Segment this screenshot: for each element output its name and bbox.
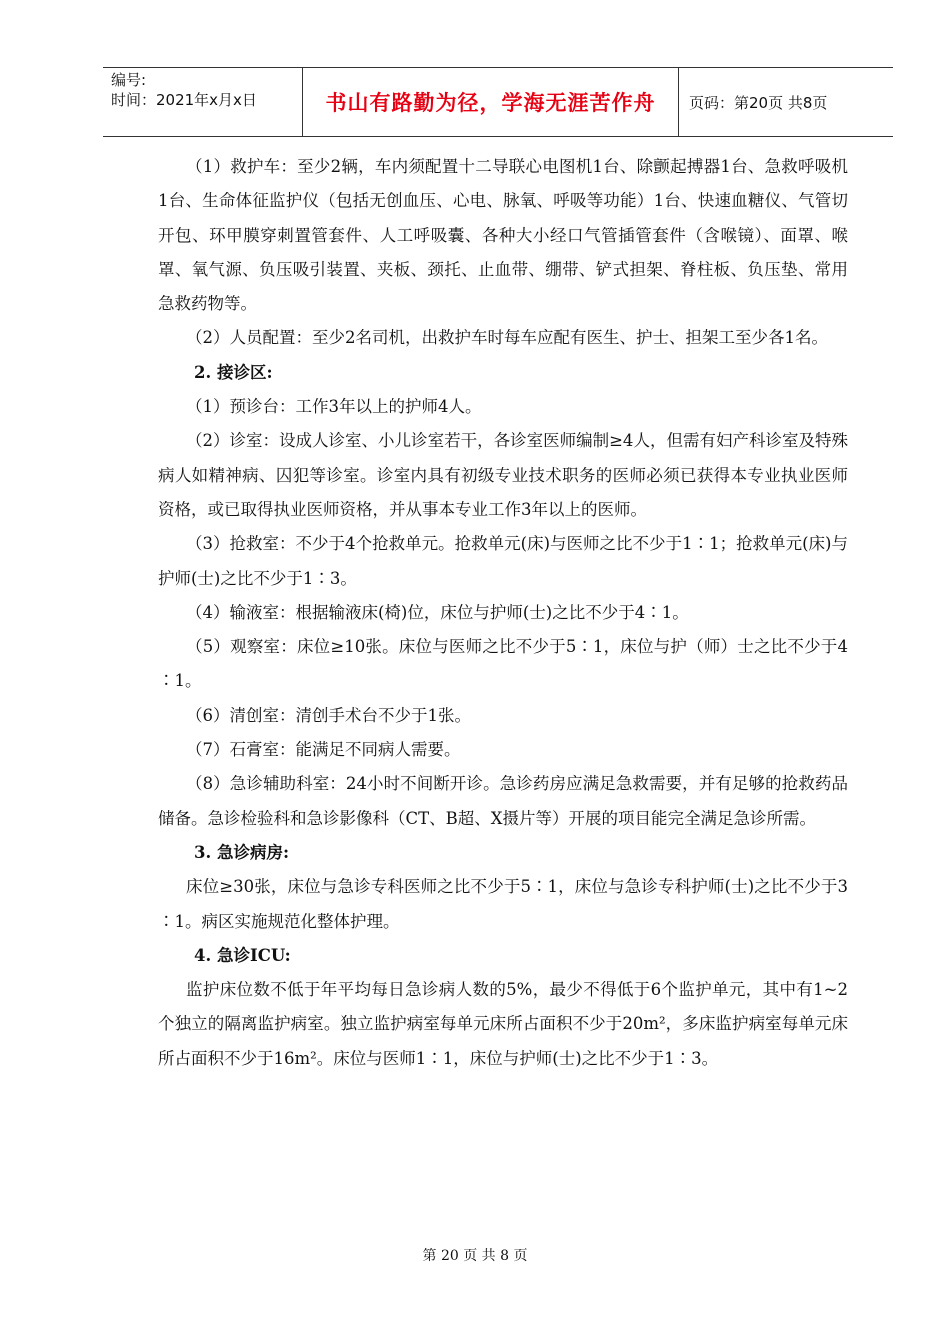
paragraph-plaster: （7）石膏室：能满足不同病人需要。 — [186, 740, 461, 760]
paragraph-triage: （1）预诊台：工作3年以上的护师4人。 — [186, 397, 482, 417]
header-page-label: 页码：第20页 共8页 — [689, 93, 828, 112]
paragraph-infusion: （4）输液室：根据输液床(椅)位，床位与护师(士)之比不少于4∶1。 — [186, 602, 689, 622]
paragraph-staffing: （2）人员配置：至少2名司机，出救护车时每车应配有医生、护士、担架工至少各1名。 — [186, 328, 828, 348]
page-header — [103, 67, 893, 137]
paragraph-clinic: （2）诊室：设成人诊室、小儿诊室若干，各诊室医师编制≥4人，但需有妇产科诊室及特殊病人如精神病、囚犯等诊室。诊室内具有初级专业技术职务的医师必须已获得本专业执业医师资格，或已取得执业医师资格，并从事本专业工作3年以上的医师。 — [158, 431, 848, 519]
paragraph-ward: 床位≥30张，床位与急诊专科医师之比不少于5∶1，床位与急诊专科护师(士)之比不少于3∶1。病区实施规范化整体护理。 — [158, 877, 848, 931]
page-footer: 第 20 页 共 8 页 — [422, 1248, 528, 1264]
paragraph-auxiliary: （8）急诊辅助科室：24小时不间断开诊。急诊药房应满足急救需要，并有足够的抢救药品储备。急诊检验科和急诊影像科（CT、B超、X摄片等）开展的项目能完全满足急诊所需。 — [158, 774, 848, 828]
document-body — [158, 150, 848, 1076]
paragraph-debridement: （6）清创室：清创手术台不少于1张。 — [186, 705, 471, 725]
section-heading-icu: 4. 急诊ICU: — [194, 945, 291, 965]
header-meta — [103, 68, 303, 136]
section-heading-reception: 2. 接诊区: — [194, 362, 273, 382]
paragraph-icu: 监护床位数不低于年平均每日急诊病人数的5%，最少不得低于6个监护单元，其中有1~2个独立的隔离监护病室。独立监护病室每单元床所占面积不少于20m²，多床监护病室每单元床所占面积不少于16m²。床位与医师1∶1，床位与护师(士)之比不少于1∶3。 — [158, 980, 848, 1068]
number-label: 编号: — [111, 71, 147, 89]
paragraph-observation: （5）观察室：床位≥10张。床位与医师之比不少于5∶1，床位与护（师）士之比不少于4∶1。 — [158, 637, 848, 691]
paragraph-resuscitation: （3）抢救室：不少于4个抢救单元。抢救单元(床)与医师之比不少于1∶1；抢救单元(床)与护师(士)之比不少于1∶3。 — [158, 534, 848, 588]
paragraph-ambulance: （1）救护车：至少2辆，车内须配置十二导联心电图机1台、除颤起搏器1台、急救呼吸机1台、生命体征监护仪（包括无创血压、心电、脉氧、呼吸等功能）1台、快速血糖仪、气管切开包、环甲膜穿刺置管套件、人工呼吸囊、各种大小经口气管插管套件（含喉镜）、面罩、喉罩、氧气源、负压吸引装置、夹板、颈托、止血带、绷带、铲式担架、脊柱板、负压垫、常用急救药物等。 — [158, 157, 848, 314]
time-label: 时间：2021年x月x日 — [111, 91, 257, 109]
header-motto: 书山有路勤为径，学海无涯苦作舟 — [303, 68, 679, 136]
section-heading-ward: 3. 急诊病房: — [194, 842, 290, 862]
